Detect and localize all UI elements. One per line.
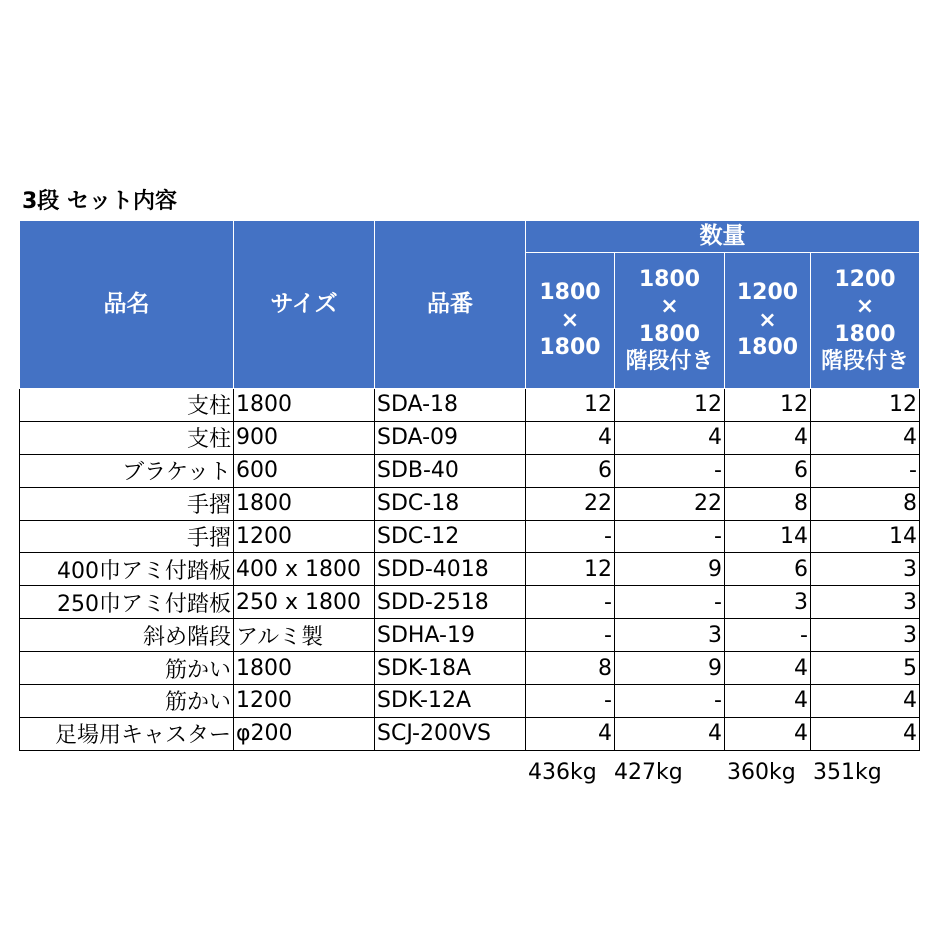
qty-cell: 4 [811,421,920,454]
qty-cell: 8 [725,487,811,520]
qty-cell: 4 [811,685,920,718]
qty-cell: - [725,619,811,652]
item-name: 斜め階段 [20,619,234,652]
qty-cell: 6 [526,454,615,487]
qty-cell: 4 [615,717,725,750]
item-name: 支柱 [20,421,234,454]
qty-cell: 12 [526,553,615,586]
table-row [20,487,920,520]
item-code: SDA-09 [375,421,526,454]
qty-cell: 3 [811,586,920,619]
qty-cell: - [526,685,615,718]
qty-cell: 14 [811,520,920,553]
item-code: SDD-4018 [375,553,526,586]
qty-cell: 12 [526,389,615,422]
item-name: 手摺 [20,487,234,520]
table-row [20,652,920,685]
table-row [20,520,920,553]
item-name: 400巾アミ付踏板 [20,553,234,586]
qty-cell: 8 [811,487,920,520]
table-row [20,685,920,718]
item-code: SDHA-19 [375,619,526,652]
table-row [20,389,920,422]
table-row [20,717,920,750]
qty-cell: - [615,454,725,487]
qty-cell: 4 [725,685,811,718]
qty-cell: - [526,520,615,553]
qty-cell: - [615,685,725,718]
item-size: 1800 [234,652,375,685]
item-code: SDK-18A [375,652,526,685]
item-size: 1800 [234,389,375,422]
item-code: SDC-18 [375,487,526,520]
qty-cell: 6 [725,553,811,586]
item-size: アルミ製 [234,619,375,652]
qty-cell: 5 [811,652,920,685]
qty-cell: 6 [725,454,811,487]
item-code: SDK-12A [375,685,526,718]
item-name: 支柱 [20,389,234,422]
item-name: 足場用キャスター [20,717,234,750]
item-name: 筋かい [20,652,234,685]
qty-cell: 12 [725,389,811,422]
qty-cell: - [811,454,920,487]
table-row [20,619,920,652]
qty-cell: 4 [725,652,811,685]
qty-cell: 4 [811,717,920,750]
qty-cell: 22 [615,487,725,520]
set-contents-table [19,220,920,751]
item-name: 250巾アミ付踏板 [20,586,234,619]
qty-cell: 4 [615,421,725,454]
qty-cell: 8 [526,652,615,685]
header-qty-1200x1800-stairs: 1200 × 1800 階段付き [811,253,920,389]
item-name: 筋かい [20,685,234,718]
qty-cell: 14 [725,520,811,553]
qty-cell: 3 [811,619,920,652]
qty-cell: - [526,619,615,652]
weight-1800x1800-stairs: 427kg [614,760,683,785]
item-size: 400 x 1800 [234,553,375,586]
qty-cell: - [615,586,725,619]
table-row [20,553,920,586]
table-row [20,454,920,487]
qty-cell: 12 [811,389,920,422]
item-size: 1800 [234,487,375,520]
qty-cell: 9 [615,553,725,586]
qty-cell: 4 [725,421,811,454]
item-size: 1200 [234,520,375,553]
item-code: SCJ-200VS [375,717,526,750]
weight-1200x1800-stairs: 351kg [813,760,882,785]
item-name: ブラケット [20,454,234,487]
item-code: SDA-18 [375,389,526,422]
qty-cell: 9 [615,652,725,685]
header-size: サイズ [234,221,375,389]
header-name: 品名 [20,221,234,389]
header-code: 品番 [375,221,526,389]
item-size: 900 [234,421,375,454]
weight-1200x1800: 360kg [727,760,796,785]
qty-cell: 3 [725,586,811,619]
qty-cell: - [526,586,615,619]
header-qty-1200x1800: 1200 × 1800 [725,253,811,389]
item-size: 250 x 1800 [234,586,375,619]
qty-cell: 12 [615,389,725,422]
item-size: 600 [234,454,375,487]
item-code: SDB-40 [375,454,526,487]
qty-cell: 3 [811,553,920,586]
qty-cell: - [615,520,725,553]
set-title: 3段 セット内容 [22,189,177,214]
table-row [20,586,920,619]
qty-cell: 4 [725,717,811,750]
table-row [20,421,920,454]
item-code: SDD-2518 [375,586,526,619]
item-size: φ200 [234,717,375,750]
qty-cell: 3 [615,619,725,652]
qty-cell: 22 [526,487,615,520]
header-qty-1800x1800-stairs: 1800 × 1800 階段付き [615,253,725,389]
header-quantity: 数量 [526,221,920,253]
header-qty-1800x1800: 1800 × 1800 [526,253,615,389]
item-code: SDC-12 [375,520,526,553]
qty-cell: 4 [526,421,615,454]
item-size: 1200 [234,685,375,718]
qty-cell: 4 [526,717,615,750]
item-name: 手摺 [20,520,234,553]
weight-1800x1800: 436kg [528,760,597,785]
